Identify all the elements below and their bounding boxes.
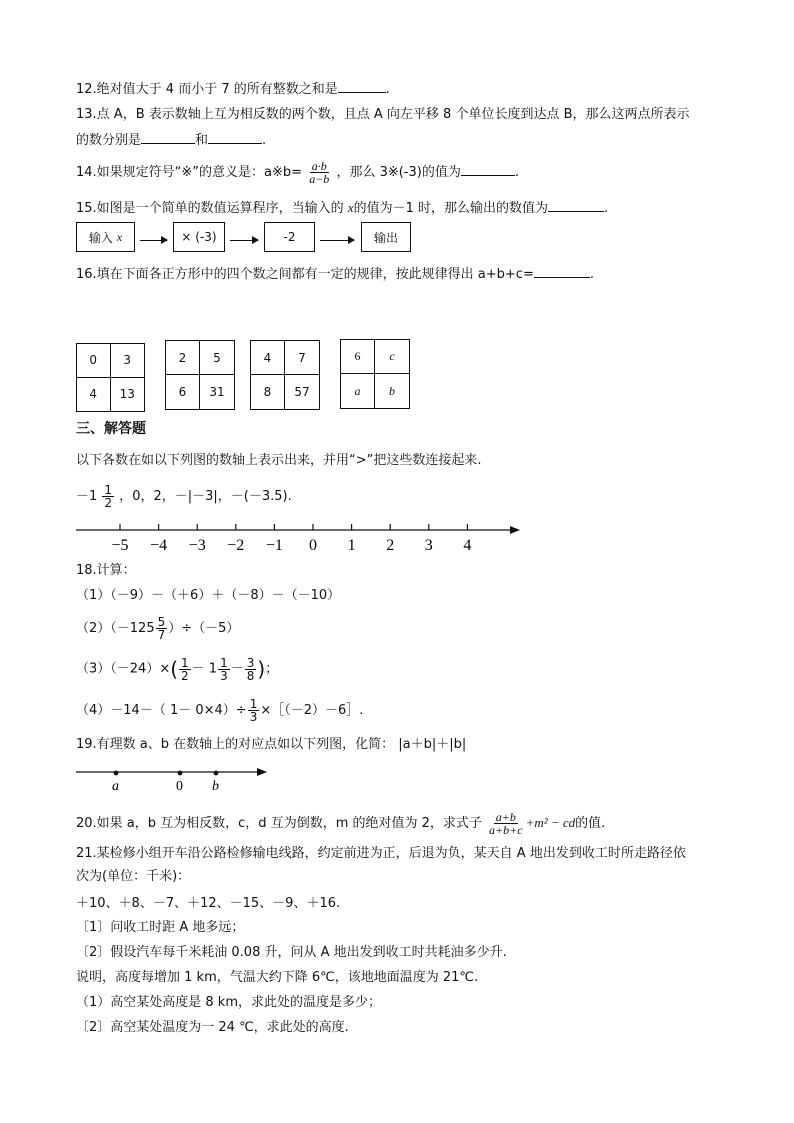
- question-18-part2: （2）（－125 $\frac{5}{7}$ ）÷（－5）: [76, 615, 240, 642]
- fraction: $\frac{1}{3}$: [220, 655, 228, 683]
- axis-tick-label: 2: [386, 537, 395, 554]
- flow-arrow: [230, 240, 258, 241]
- flow-multiply-box: × (-3): [173, 222, 225, 252]
- answer-blank: [548, 198, 604, 212]
- label-zero: 0: [176, 779, 183, 794]
- fraction: $\frac{3}{8}$: [246, 655, 255, 683]
- question-21-line5: 〔2〕假设汽车每千米耗油 0.08 升，问从 A 地出发到收工时共耗油多少升.: [76, 945, 507, 960]
- question-15: 15.如图是一个简单的数值运算程序，当输入的 x的值为－1 时，那么输出的数值为 .: [76, 200, 609, 216]
- question-18-title: 18.计算：: [76, 563, 136, 578]
- axis-tick-label: 3: [424, 537, 433, 554]
- answer-blank: [338, 79, 386, 93]
- question-17-numbers: －1 $\frac{1}{2}$ ，0，2，－|－3|，－(－3.5).: [76, 483, 292, 510]
- question-12: 12.绝对值大于 4 而小于 7 的所有整数之和是 .: [76, 79, 390, 99]
- answer-blank: [208, 130, 262, 144]
- question-19: 19.有理数 a、b 在数轴上的对应点如以下列图，化简： |a＋b|＋|b|: [76, 737, 467, 752]
- number-square-1: 0 3 4 13: [76, 343, 145, 412]
- number-square-2: 2 5 6 31: [165, 340, 235, 410]
- answer-blank: [141, 130, 195, 144]
- question-13-line1: 13.点 A，B 表示数轴上互为相反数的两个数，且点 A 向左平移 8 个单位长度到达点 B，那么这两点所表示: [76, 107, 690, 122]
- q19-number-line: [70, 762, 280, 796]
- axis-tick-label: −4: [150, 537, 168, 554]
- question-22-line1: 说明，高度每增加 1 km，气温大约下降 6℃，该地地面温度为 21℃.: [76, 970, 479, 985]
- flow-subtract-box: -2: [264, 222, 315, 252]
- axis-tick-label: 4: [463, 537, 472, 554]
- axis-tick-label: −2: [227, 537, 245, 554]
- question-17-intro: 以下各数在如以下列图的数轴上表示出来，并用“>”把这些数连接起来.: [76, 453, 482, 468]
- question-21-line3: ＋10、＋8、－7、＋12、－15、－9、＋16.: [76, 896, 341, 911]
- question-13-line2: 的数分别是 和 .: [76, 130, 266, 150]
- question-21-line4: 〔1〕问收工时距 A 地多远；: [76, 920, 245, 935]
- number-square-4: 6 c a b: [340, 339, 410, 409]
- flow-arrow: [320, 240, 354, 241]
- question-16: 16.填在下面各正方形中的四个数之间都有一定的规律，按此规律得出 a+b+c= .: [76, 264, 594, 284]
- fraction: $\frac{1}{2}$: [181, 655, 189, 683]
- flow-input-box: 输入 x: [76, 222, 135, 252]
- question-14: 14.如果规定符号“※”的意义是：a※b= $\frac{a\cdot b}{a-b}$ ，那么 3※(-3)的值为 .: [76, 159, 519, 186]
- question-22-line2: （1）高空某处高度是 8 km，求此处的温度是多少；: [76, 995, 381, 1010]
- fraction: $\frac{1}{3}$: [249, 697, 258, 724]
- fraction-expression: $\frac{a+b}{a+b+c}$: [489, 810, 523, 837]
- number-line: [70, 520, 530, 556]
- question-20: 20.如果 a，b 互为相反数，c，d 互为倒数，m 的绝对值为 2，求式子 $\frac{a+b}{a+b+c}$ +m² − cd的值.: [76, 810, 606, 837]
- number-square-3: 4 7 8 57: [250, 340, 320, 410]
- question-21-line2: 次为(单位：千米)：: [76, 869, 191, 884]
- axis-tick-label: −5: [111, 537, 129, 554]
- fraction-half: $\frac{1}{2}$: [104, 483, 113, 510]
- label-b: b: [212, 779, 219, 794]
- answer-blank: [461, 162, 515, 176]
- answer-blank: [534, 264, 590, 278]
- fraction-ab: $\frac{a\cdot b}{a-b}$: [309, 159, 330, 186]
- axis-tick-label: −3: [188, 537, 206, 554]
- axis-tick-label: −1: [265, 537, 283, 554]
- question-18-part3: （3）（－24）×( $\frac{1}{2}$ － 1 $\frac{1}{3}$ － $\frac{3}{8}$ )；: [76, 655, 279, 683]
- flow-output-box: 输出: [361, 222, 411, 252]
- question-18-part1: （1）（－9）－（＋6）＋（－8）－（－10）: [76, 588, 341, 603]
- question-18-part4: （4）－14－（ 1－ 0×4）÷ $\frac{1}{3}$ ×［（－2）－6］.: [76, 697, 364, 724]
- label-a: a: [112, 779, 119, 794]
- fraction: $\frac{5}{7}$: [157, 615, 166, 642]
- question-22-line3: 〔2〕高空某处温度为一 24 ℃，求此处的高度.: [76, 1020, 349, 1035]
- section-heading: 三、解答题: [76, 421, 146, 437]
- flow-arrow: [140, 240, 167, 241]
- question-21-line1: 21.某检修小组开车沿公路检修输电线路，约定前进为正，后退为负，某天自 A 地出发到收工时所走路径依: [76, 846, 686, 861]
- axis-tick-label: 1: [347, 537, 356, 554]
- axis-tick-label: 0: [309, 537, 317, 554]
